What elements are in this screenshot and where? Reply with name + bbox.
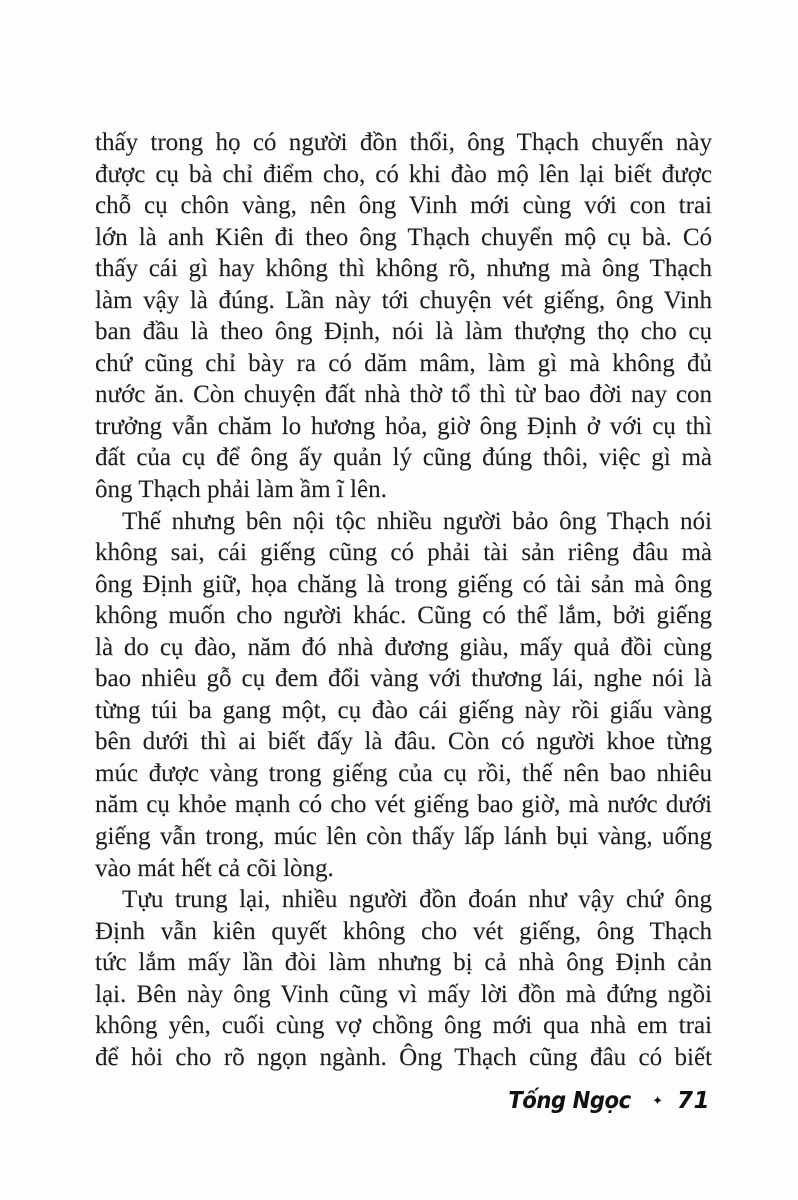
text-line: Định vẫn kiên quyết không cho vét giếng, ông Thạch bbox=[95, 917, 712, 945]
text-line: Tựu trung lại, nhiều người đồn đoán như vậy chứ ông bbox=[122, 886, 712, 914]
text-line: để hỏi cho rõ ngọn ngành. Ông Thạch cũng đâu có biết bbox=[95, 1043, 712, 1071]
text-line: Thế nhưng bên nội tộc nhiều người bảo ông Thạch nói bbox=[122, 507, 712, 535]
text-line: làm vậy là đúng. Lần này tới chuyện vét giếng, ông Vinh bbox=[95, 286, 712, 314]
page-footer bbox=[503, 1088, 710, 1114]
text-line: lại. Bên này ông Vinh cũng vì mấy lời đồn mà đứng ngồi bbox=[95, 980, 712, 1008]
text-line: không yên, cuối cùng vợ chồng ông mới qua nhà em trai bbox=[95, 1012, 712, 1040]
text-line: được cụ bà chỉ điểm cho, có khi đào mộ lên lại biết được bbox=[95, 160, 712, 188]
text-line: giếng vẫn trong, múc lên còn thấy lấp lánh bụi vàng, uống bbox=[95, 823, 712, 851]
text-line: đất của cụ để ông ấy quản lý cũng đúng thôi, việc gì mà bbox=[95, 444, 712, 472]
text-line: chứ cũng chỉ bày ra có dăm mâm, làm gì mà không đủ bbox=[95, 349, 712, 377]
page-number: 71 bbox=[676, 1088, 710, 1114]
text-line: ông Định giữ, họa chăng là trong giếng có tài sản mà ông bbox=[95, 570, 712, 598]
text-line: là do cụ đào, năm đó nhà đương giàu, mấy quả đồi cùng bbox=[95, 633, 712, 661]
text-line: vào mát hết cả cõi lòng. bbox=[95, 854, 334, 882]
text-line: tức lắm mấy lần đòi làm nhưng bị cả nhà ông Định cản bbox=[95, 949, 712, 977]
text-line: chỗ cụ chôn vàng, nên ông Vinh mới cùng với con trai bbox=[95, 192, 712, 220]
text-line: không muốn cho người khác. Cũng có thể lắm, bởi giếng bbox=[95, 602, 712, 630]
text-line: thấy trong họ có người đồn thổi, ông Thạch chuyến này bbox=[95, 129, 712, 156]
text-line: không sai, cái giếng cũng có phải tài sản riêng đâu mà bbox=[95, 539, 712, 567]
text-line: bao nhiêu gỗ cụ đem đổi vàng với thương lái, nghe nói là bbox=[95, 665, 712, 693]
paragraph bbox=[95, 506, 712, 885]
text-line: bên dưới thì ai biết đấy là đâu. Còn có người khoe từng bbox=[95, 728, 712, 756]
paragraph bbox=[95, 127, 712, 506]
text-line: trưởng vẫn chăm lo hương hỏa, giờ ông Định ở với cụ thì bbox=[95, 412, 712, 440]
text-line: lớn là anh Kiên đi theo ông Thạch chuyển mộ cụ bà. Có bbox=[95, 223, 712, 251]
body-text bbox=[95, 127, 712, 1073]
text-line: ông Thạch phải làm ầm ĩ lên. bbox=[95, 476, 387, 504]
text-line: từng túi ba gang một, cụ đào cái giếng này rồi giấu vàng bbox=[95, 696, 712, 724]
footer-author-name: Tống Ngọc bbox=[508, 1088, 631, 1114]
paragraph bbox=[95, 884, 712, 1073]
four-pointed-star-icon: ✦ bbox=[652, 1093, 663, 1109]
text-line: múc được vàng trong giếng của cụ rồi, thế nên bao nhiêu bbox=[95, 759, 712, 787]
text-line: thấy cái gì hay không thì không rõ, nhưng mà ông Thạch bbox=[95, 255, 712, 283]
text-line: năm cụ khỏe mạnh có cho vét giếng bao giờ, mà nước dưới bbox=[95, 791, 712, 819]
text-line: nước ăn. Còn chuyện đất nhà thờ tổ thì từ bao đời nay con bbox=[95, 381, 712, 409]
text-line: ban đầu là theo ông Định, nói là làm thượng thọ cho cụ bbox=[95, 318, 712, 346]
